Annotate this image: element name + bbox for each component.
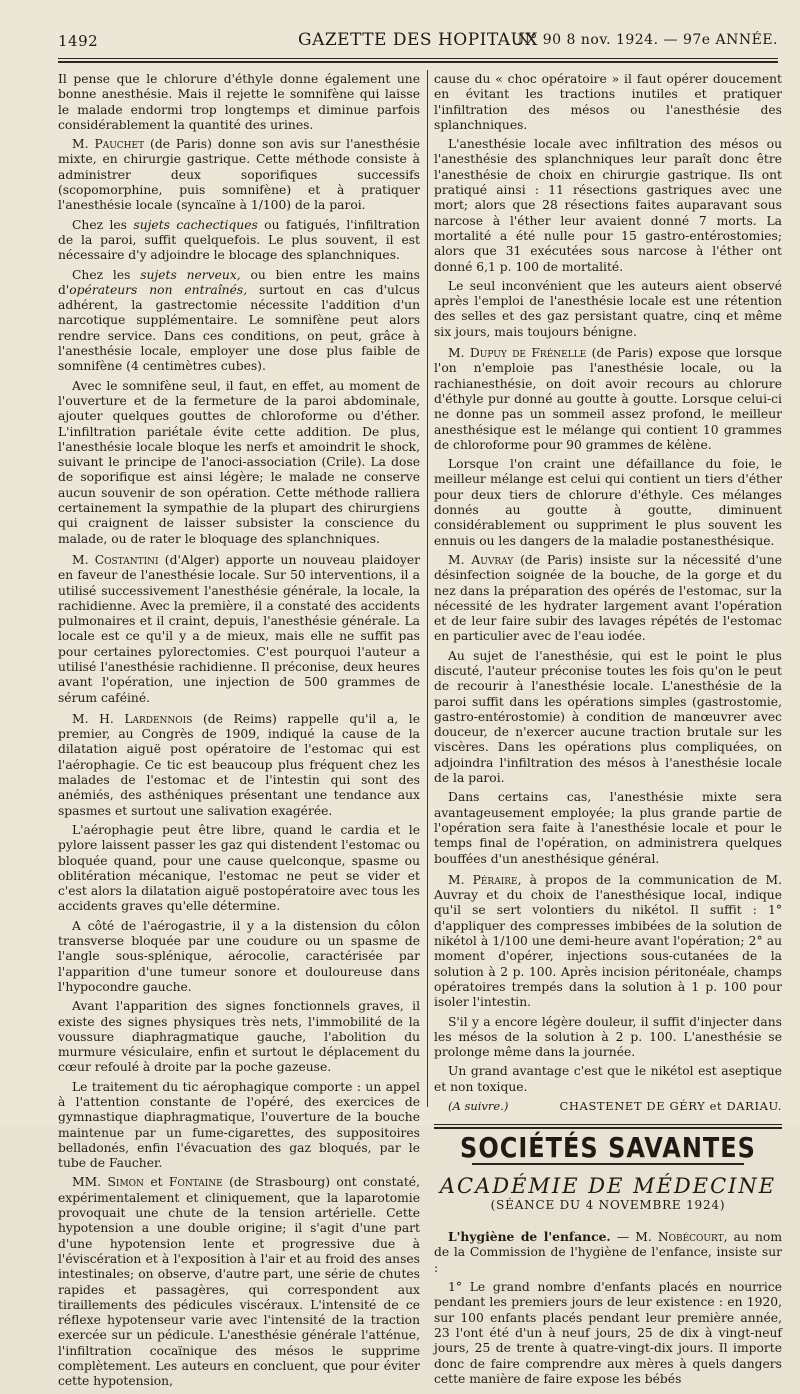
column-divider [427,70,428,1107]
academy-heading: ACADÉMIE DE MÉDECINE [439,1173,777,1198]
section-title-underline [472,1163,743,1165]
paragraph: Avant l'apparition des signes fonctionnels graves, il existe des signes physiques très nets, l'immobilité de la voussure diaphragmatique gauche, l'abolition du murmure vésiculaire, enfin et surtout le déplacement du cœur refoulé à droite par la poche gazeuse. [58,999,420,1075]
paragraph: Il pense que le chlorure d'éthyle donne également une bonne anesthésie. Mais il rejette le somnifène qui laisse le malade endormi trop longtemps et diminue parfois considérablement la quantité des urines. [58,72,420,132]
paragraph: A côté de l'aérogastrie, il y a la distension du côlon transverse bloquée par une coudure ou un spasme de l'angle sous-splénique, aérocolie, caractérisée par l'apparition d'une tumeur sonore et douloureuse dans l'hypocondre gauche. [58,918,420,994]
paragraph: Au sujet de l'anesthésie, qui est le point le plus discuté, l'auteur préconise toutes les fois qu'on le peut de recourir à l'anesthésie locale. L'anesthésie de la paroi suffit dans les opérations simples (gastrostomie, gastro-entérostomie) à condition de manœuvrer avec douceur, de n'exercer aucune traction brutale sur les viscères. Dans les opérations plus compliquées, on adjoindra l'infiltration des mésos à l'anesthésie locale de la paroi. [434,648,782,786]
paragraph [434,346,782,453]
page-number: 1492 [58,32,99,50]
paragraph-text: (de Reims) rappelle qu'il a, le premier, au Congrès de 1909, indiqué la cause de la dilatation aiguë post opératoire de l'estomac qui est l'aérophagie. Ce tic est beaucoup plus fréquent chez les malades de l'estomac et de l'intestin qui sont des anémiés, des asthéniques présentant une tendance aux spasmes et surtout une salivation exagérée. [58,711,420,818]
author-name: Péraire [472,872,518,887]
page-header [58,30,778,52]
journal-title: GAZETTE DES HOPITAUX [297,30,538,50]
paragraph: Lorsque l'on craint une défaillance du foie, le meilleur mélange est celui qui contient un tiers d'éther pour deux tiers de chlorure d'éthyle. Ces mélanges donnés au goutte à goutte, diminuent considérablement ou suppriment le plus souvent les ennuis ou les dangers de la maladie postanesthésique. [434,457,782,548]
emphasis: opérateurs non entraînés, [69,282,248,297]
paragraph [434,1229,782,1276]
author-name: Simon [107,1175,144,1190]
paragraph-text: — M. [610,1230,658,1245]
author-name: Nobécourt [657,1230,724,1245]
section-rule-thick [434,1127,782,1129]
paragraph [58,268,420,375]
paragraph: M. Pauchet (de Paris) donne son avis sur l'anesthésie mixte, en chirurgie gastrique. Cette méthode consiste à administrer deux soporifiques successifs (scopomorphine, puis somnifène) et à pratiquer l'anesthésie locale (syncaïne à 1/100) de la paroi. [58,137,420,213]
paragraph-text: Chez les [72,217,134,232]
paragraph-text: (de Paris) insiste sur la nécessité d'une désinfection soignée de la bouche, de la gorge et du nez dans la préparation des opérés de l'estomac, sur la nécessité de les hydrater largement avant l'opération et de leur faire subir des lavages répétés de l'estomac en particulier avec de l'eau iodée. [434,552,782,644]
issue-date: N° 90 8 nov. 1924. — 97e ANNÉE. [517,32,778,48]
author-name: Pauchet [94,137,145,152]
author-name: H. Lardennois [99,711,193,726]
paragraph: M. H. Lardennois (de Reims) rappelle qu'il a, le premier, au Congrès de 1909, indiqué la cause de la dilatation aiguë post opératoire de l'estomac qui est l'aérophagie. Ce tic est beaucoup plus fréquent chez les malades de l'estomac et de l'intestin qui sont des anémiés, des asthéniques présentant une tendance aux spasmes et surtout une salivation exagérée. [58,711,420,818]
paragraph: cause du « choc opératoire » il faut opérer doucement en évitant les tractions inutiles et pratiquer l'infiltration des mésos ou l'anesthésie des splanchniques. [434,72,782,132]
paragraph: Un grand avantage c'est que le nikétol est aseptique et non toxique. [434,1064,782,1094]
paragraph: Le traitement du tic aérophagique comporte : un appel à l'attention constante de l'opéré, des exercices de gymnastique diaphragmatique, l'ouverture de la bouche maintenue par un fume-cigarettes, des suppositoires belladonés, enfin l'évacuation des gaz bloqués, par le tube de Faucher. [58,1079,420,1171]
paragraph [434,873,782,1011]
paragraph-text: surtout en cas d'ulcus adhérent, la gastrectomie nécessite l'addition d'un narcotique supplémentaire. Le somnifène peut alors rendre service. Dans ces conditions, on peut, grâce à l'anesthésie locale, employer une dose plus faible de somnifène (4 centimètres cubes). [58,282,420,374]
paragraph-text: ou bien entre les mains d' [58,267,420,297]
paragraph-text: M. [448,552,472,567]
author-name: Costantini [94,552,159,567]
paragraph: L'anesthésie locale avec infiltration des mésos ou l'anesthésie des splanchniques leur paraît donc être l'anesthésie de choix en chirurgie gastrique. Ils ont pratiqué ainsi : 11 résections gastriques avec une mort; alors que 28 résections faites auparavant sous narcose à l'éther leur avaient donné 7 morts. La mortalité a été nulle pour 15 gastro-entérostomies; alors que 31 exécutées sous narcose à l'éther ont donné 6,1 p. 100 de mortalité. [434,137,782,274]
paragraph: L'aérophagie peut être libre, quand le cardia et le pylore laissent passer les gaz qui distendent l'estomac ou bloquée quand, pour une cause quelconque, spasme ou oblitération mécanique, l'estomac ne peut se vider et c'est alors la dilatation aiguë postopératoire avec tous les accidents graves qu'elle détermine. [58,822,420,914]
article-signature [434,1099,782,1114]
paragraph [434,553,782,645]
paragraph: M. Costantini (d'Alger) apporte un nouveau plaidoyer en faveur de l'anesthésie locale. Sur 50 interventions, il a utilisé successivement l'anesthésie générale, la locale, la rachidienne. Avec la première, il a constaté des accidents pulmonaires et il craint, depuis, l'anesthésie générale. La locale est ce qu'il y a de mieux, mais elle ne suffit pas pour certaines pylorectomies. C'est pourquoi l'auteur a utilisé l'anesthésie rachidienne. Il préconise, deux heures avant l'opération, une injection de 500 grammes de sérum caféiné. [58,552,420,705]
paragraph-text: ou fatigués, l'infiltration de la paroi, suffit quelquefois. Le plus souvent, il est nécessaire d'y adjoindre le blocage des splanchniques. [58,217,420,263]
article-authors: CHASTENET DE GÉRY et DARIAU. [559,1099,782,1113]
paragraph: Avec le somnifène seul, il faut, en effet, au moment de l'ouverture et de la fermeture de la paroi abdominale, ajouter quelques gouttes de chloroforme ou d'éther. L'infiltration pariétale évite cette addition. De plus, l'anesthésie locale bloque les nerfs et amoindrit le shock, suivant le principe de l'anoci-association (Crile). La dose de soporifique est ainsi légère; le malade ne conserve aucun souvenir de son opération. Cette méthode ralliera certainement la sympathie de la plupart des chirurgiens qui craignent de laisser subsister la conscience du malade, ou de rater le bloquage des splanchniques. [58,378,420,546]
paragraph-text: (de Strasbourg) ont constaté, expérimentalement et cliniquement, que la laparotomie provoquait une chute de la tension artérielle. Cette hypotension a une double origine; il s'agit d'une part d'une hypotension lente et progressive due à l'éviscération et à l'exposition à l'air et au froid des anses intestinales; on observe, d'autre part, une série de chutes rapides et passagères, qui correspondent aux tiraillements des pédicules viscéraux. L'intensité de ce réflexe hypotenseur varie avec l'intensité de la traction exercée sur un pédicule. L'anesthésie générale l'atténue, l'infiltration cocaïnique des mésos le supprime complètement. Les auteurs en concluent, que pour éviter cette hypotension, [58,1175,420,1389]
session-date: (SÉANCE DU 4 NOVEMBRE 1924) [490,1197,726,1212]
paragraph: 1° Le grand nombre d'enfants placés en nourrice pendant les premiers jours de leur existence : en 1920, sur 100 enfants placés pendant leur première année, 23 l'ont été d'un à neuf jours, 25 de dix à vingt-neuf jours, 25 de trente à quatre-vingt-dix jours. Il importe donc de faire comprendre aux mères à quels dangers cette manière de faire expose les bébés [434,1280,782,1386]
author-name: Dupuy de Frénelle [469,346,587,361]
left-column [58,72,420,1394]
paragraph-text: , au nom de la Commission de l'hygiène de l'enfance, insiste sur : [434,1230,782,1275]
paragraph: Le seul inconvénient que les auteurs aient observé après l'emploi de l'anesthésie locale est une rétention des selles et des gaz persistant quatre, cinq et même six jours, mais toujours bénigne. [434,278,782,339]
paragraph [58,1175,420,1389]
paragraph [58,218,420,264]
emphasis: sujets nerveux, [140,267,241,282]
right-column [434,72,782,1391]
paragraph-text: M. [448,872,473,887]
topic-heading: L'hygiène de l'enfance. [448,1229,611,1245]
paragraph-text: (de Paris) expose que lorsque l'on n'emploie pas l'anesthésie locale, ou la rachianesthésie, on doit avoir recours au chlorure d'éthyle pur donné au goutte à goutte. Lorsque celui-ci ne donne pas un sommeil assez profond, le meilleur anesthésique est le mélange qui contient 10 grammes de chloroforme pour 90 grammes de kélène. [434,346,782,452]
section-title: SOCIÉTÉS SAVANTES [460,1132,756,1165]
emphasis: sujets cachectiques [133,217,258,232]
paragraph: Dans certains cas, l'anesthésie mixte sera avantageusement employée; la plus grande partie de l'opération sera faite à l'anesthésie locale et pour le temps final de l'opération, on administrera quelques bouffées d'un anesthésique général. [434,790,782,866]
paragraph-text: (de Paris) donne son avis sur l'anesthésie mixte, en chirurgie gastrique. Cette méthode consiste à administrer deux soporifiques successifs (scopomorphine, puis somnifène) et à pratiquer l'anesthésie locale (syncaïne à 1/100) de la paroi. [58,137,420,213]
header-rule-thick [58,61,778,63]
paragraph-text: (d'Alger) apporte un nouveau plaidoyer en faveur de l'anesthésie locale. Sur 50 interventions, il a utilisé successivement l'anesthésie générale, la locale, la rachidienne. Avec la première, il a constaté des accidents pulmonaires et il craint, depuis, l'anesthésie générale. La locale est ce qu'il y a de mieux, mais elle ne suffit pas pour certaines pylorectomies. C'est pourquoi l'auteur a utilisé l'anesthésie rachidienne. Il préconise, deux heures avant l'opération, une injection de 500 grammes de sérum caféiné. [58,552,420,705]
author-name: Fontaine [168,1175,223,1190]
paragraph-text: Chez les [72,267,141,282]
header-rule [58,58,778,59]
paragraph: S'il y a encore légère douleur, il suffit d'injecter dans les mésos de la solution à 2 p. 100. L'anesthésie se prolonge même dans la journée. [434,1014,782,1060]
paragraph-text: MM. [72,1175,108,1190]
to-follow-note: (A suivre.) [448,1099,509,1113]
paragraph-text: et [143,1175,169,1190]
paragraph-text: , à propos de la communication de M. Auvray et du choix de l'anesthésique local, indique qu'il se sert volontiers du nikétol. Il suffit : 1° d'appliquer des compresses imbibées de la solution de nikétol à 1/100 une demi-heure avant l'opération; 2° au moment d'opérer, injections sous-cutanées de la solution à 2 p. 100. Après incision péritonéale, champs opératoires trempés dans la solution à 1 p. 100 pour isoler l'intestin. [434,872,782,1010]
author-name: Auvray [471,552,514,567]
paragraph-text: M. [448,346,470,361]
